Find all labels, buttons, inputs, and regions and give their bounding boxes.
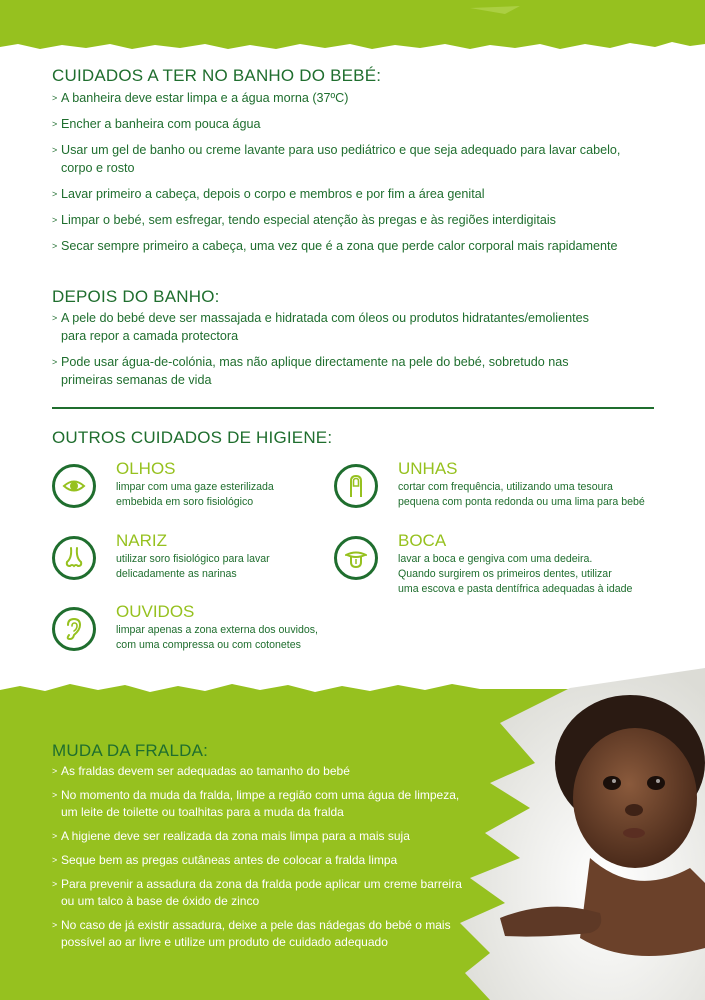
nose-title: NARIZ (116, 531, 167, 550)
list-item: > No caso de já existir assadura, deixe a pele das nádegas do bebé o mais possível ao ar livre e utilize um produto de cuidado adequado (52, 918, 451, 949)
top-decorative-band (0, 0, 705, 52)
bullet-arrow: > (52, 855, 58, 865)
baby-photo (430, 668, 705, 1000)
other-hygiene-section (52, 428, 332, 448)
after-bath-list (52, 309, 597, 389)
list-item: > Limpar o bebé, sem esfregar, tendo especial atenção às pregas e às regiões interdigitais (52, 213, 556, 227)
list-item: > Seque bem as pregas cutâneas antes de colocar a fralda limpa (52, 853, 398, 867)
list-item: > A pele do bebé deve ser massajada e hidratada com óleos ou produtos hidratantes/emolientes para repor a camada protectora (52, 311, 589, 343)
eye-icon (62, 474, 86, 498)
bullet-arrow: > (52, 879, 58, 889)
mouth-description: lavar a boca e gengiva com uma dedeira. Quando surgirem os primeiros dentes, utilizar uma escova e pasta dentífrica adequadas à idade (398, 553, 633, 595)
other-hygiene-title: OUTROS CUIDADOS DE HIGIENE: (52, 428, 333, 447)
diaper-change-list (52, 763, 462, 951)
eyes-description: limpar com uma gaze esterilizada embebida em soro fisiológico (116, 481, 274, 508)
bullet-arrow: > (52, 189, 58, 199)
eyes-title: OLHOS (116, 459, 176, 478)
list-item: > Pode usar água-de-colónia, mas não aplique directamente na pele do bebé, sobretudo nas primeiras semanas de vida (52, 355, 569, 387)
bullet-arrow: > (52, 241, 58, 251)
ear-icon (62, 617, 86, 641)
nails-title: UNHAS (398, 459, 458, 478)
diaper-change-title: MUDA DA FRALDA: (52, 741, 209, 760)
bullet-arrow: > (52, 831, 58, 841)
bullet-arrow: > (52, 215, 58, 225)
bullet-arrow: > (52, 145, 58, 155)
section-divider (52, 407, 654, 409)
mouth-title: BOCA (398, 531, 447, 550)
bath-care-list (52, 89, 652, 255)
bath-care-title: CUIDADOS A TER NO BANHO DO BEBÉ: (52, 66, 382, 85)
bullet-arrow: > (52, 790, 58, 800)
diaper-change-section (52, 741, 462, 951)
ears-title: OUVIDOS (116, 602, 195, 621)
list-item: > Usar um gel de banho ou creme lavante para uso pediátrico e que seja adequado para lavar cabelo, corpo e rosto (52, 143, 621, 175)
after-bath-section (52, 287, 597, 389)
nose-icon (62, 546, 86, 570)
bullet-arrow: > (52, 920, 58, 930)
bullet-arrow: > (52, 313, 58, 323)
mouth-icon (344, 546, 368, 570)
nails-description: cortar com frequência, utilizando uma tesoura pequena com ponta redonda ou uma lima para bebé (398, 481, 645, 508)
list-item: > A higiene deve ser realizada da zona mais limpa para a mais suja (52, 829, 410, 843)
bullet-arrow: > (52, 119, 58, 129)
fingernail-icon (344, 474, 368, 498)
list-item: > A banheira deve estar limpa e a água morna (37ºC) (52, 91, 349, 105)
list-item: > As fraldas devem ser adequadas ao tamanho do bebé (52, 764, 350, 778)
bath-care-section (52, 66, 652, 255)
list-item: > Secar sempre primeiro a cabeça, uma vez que é a zona que perde calor corporal mais rapidamente (52, 239, 618, 253)
bullet-arrow: > (52, 357, 58, 367)
after-bath-title: DEPOIS DO BANHO: (52, 287, 220, 306)
list-item: > Lavar primeiro a cabeça, depois o corpo e membros e por fim a área genital (52, 187, 485, 201)
ears-description: limpar apenas a zona externa dos ouvidos, com uma compressa ou com cotonetes (116, 624, 318, 651)
bullet-arrow: > (52, 766, 58, 776)
list-item: > Para prevenir a assadura da zona da fralda pode aplicar um creme barreira ou um talco à base de óxido de zinco (52, 877, 462, 908)
bullet-arrow: > (52, 93, 58, 103)
nose-description: utilizar soro fisiológico para lavar delicadamente as narinas (116, 553, 270, 580)
list-item: > No momento da muda da fralda, limpe a região com uma água de limpeza, um leite de toilette ou toalhitas para a muda da fralda (52, 788, 460, 819)
list-item: > Encher a banheira com pouca água (52, 117, 261, 131)
